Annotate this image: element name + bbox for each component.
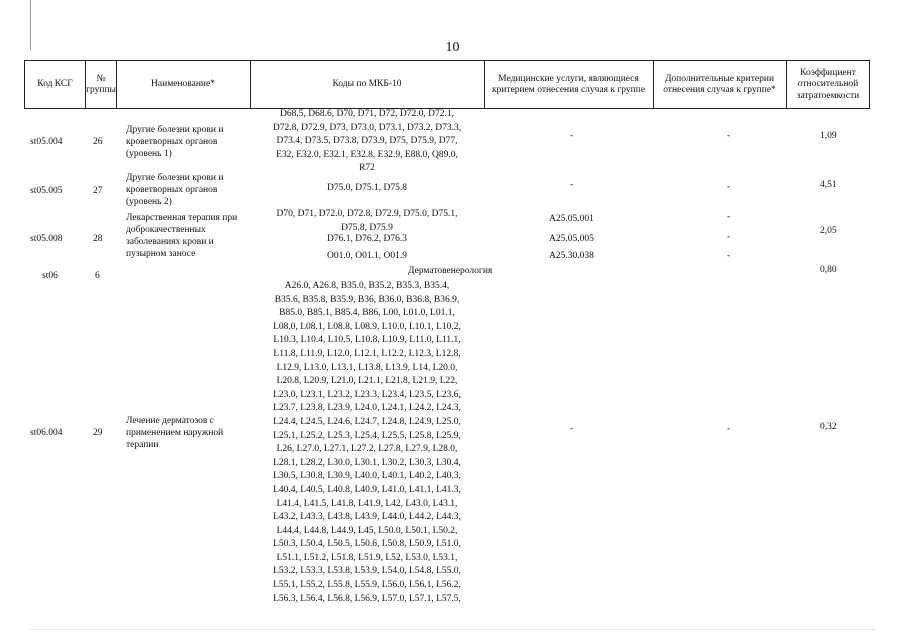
- mkb-code-line: L08.0, L08.1, L08.8, L08.9, L10.0, L10.1, L10.2,: [273, 321, 461, 332]
- header-divider: [869, 60, 870, 109]
- mkb-code-line: L41.4, L41.5, L41.8, L41.9, L42, L43.0, L43.1,: [276, 498, 458, 509]
- mkb-code-line: L30.5, L30.8, L30.9, L40.0, L40.1, L40.2, L40.3,: [273, 471, 461, 482]
- row-code: st06: [42, 271, 58, 281]
- extra-value: -: [727, 232, 731, 242]
- mkb-code-line: R72: [359, 163, 375, 174]
- header-divider: [484, 60, 485, 109]
- extra-value: -: [727, 182, 731, 192]
- row-group: 28: [93, 234, 103, 244]
- mkb-code-line: D75.8, D75.9: [341, 222, 393, 233]
- service-value: -: [570, 424, 574, 434]
- header-coef: Коэффициент относительной затратоемкости: [796, 67, 860, 101]
- mkb-codes-list: [252, 280, 482, 606]
- service-code: A25.05.005: [549, 234, 594, 244]
- header-divider: [250, 60, 251, 109]
- service-value: -: [570, 180, 574, 190]
- coef-value: 1,09: [820, 131, 837, 141]
- header-mkb: Коды по МКБ-10: [332, 79, 402, 90]
- mkb-code-line: L23.0, L23.1, L23.2, L23.3, L23.4, L23.5, L23.6,: [273, 389, 461, 400]
- mkb-code-line: E32, E32.0, E32.1, E32.8, E32.9, E88.0, Q89.0,: [276, 149, 458, 160]
- mkb-codes-list: [252, 108, 482, 176]
- mkb-code-line: L23.7, L23.8, L23.9, L24.0, L24.1, L24.2, L24.3,: [273, 403, 461, 414]
- coef-value: 4,51: [820, 180, 837, 190]
- mkb-code-line: D70, D71, D72.0, D72.8, D72.9, D75.0, D75.1,: [276, 209, 458, 219]
- mkb-code-line: L51.1, L51.2, L51.8, L51.9, L52, L53.0, L53.1,: [276, 552, 458, 563]
- table-top-border: [24, 60, 869, 61]
- row-name: Лекарственная терапия при доброкачественных заболеваниях крови и пузырном заносе: [126, 213, 238, 259]
- coef-value: 2,05: [820, 226, 837, 236]
- extra-value: -: [727, 131, 731, 141]
- row-group: 6: [95, 271, 100, 281]
- header-name: Наименование*: [151, 79, 215, 90]
- header-services: Медицинские услуги, являющиеся критерием отнесения случая к группе: [491, 73, 646, 95]
- mkb-code-line: L12.9, L13.0, L13.1, L13.8, L13.9, L14, L20.0,: [276, 362, 458, 373]
- mkb-code-line: L43.2, L43.3, L43.8, L43.9, L44.0, L44.2, L44.3,: [273, 512, 461, 523]
- row-group: 29: [93, 428, 103, 438]
- service-value: -: [570, 131, 574, 141]
- row-name: Лечение дерматозов с применением наружной терапии: [126, 416, 224, 450]
- header-divider: [24, 60, 25, 109]
- row-code: st06.004: [30, 428, 63, 438]
- mkb-codes-list: [252, 182, 482, 196]
- header-code: Код КСГ: [37, 79, 73, 90]
- service-code: A25.30.038: [549, 251, 594, 261]
- coef-value: 0,80: [820, 265, 837, 275]
- header-divider: [116, 60, 117, 109]
- mkb-code-line: B85.0, B85.1, B85.4, B86, L00, L01.0, L01.1,: [279, 308, 455, 319]
- header-extra: Дополнительные критерии отнесения случая к группе*: [663, 73, 776, 95]
- row-code: st05.005: [30, 186, 63, 196]
- header-divider: [653, 60, 654, 109]
- mkb-code-line: L24.4, L24.5, L24.6, L24.7, L24.8, L24.9, L25.0,: [273, 416, 461, 427]
- mkb-code-line: D68.5, D68.6, D70, D71, D72, D72.0, D72.1,: [280, 109, 454, 119]
- mkb-code-line: L53.2, L53.3, L53.8, L53.9, L54.0, L54.8, L55.0,: [273, 566, 461, 577]
- mkb-code-line: L28.1, L28.2, L30.0, L30.1, L30.2, L30.3, L30.4,: [273, 457, 461, 468]
- row-code: st05.004: [30, 137, 63, 147]
- mkb-code-line: L44.4, L44.8, L44.9, L45, L50.0, L50.1, L50.2,: [276, 525, 458, 536]
- mkb-code-line: D75.0, D75.1, D75.8: [327, 183, 407, 193]
- mkb-code-line: L10.3, L10.4, L10.5, L10.8, L10.9, L11.0, L11.1,: [273, 335, 461, 346]
- mkb-code-line: D73.4, D73.5, D73.8, D73.9, D75, D75.9, D77,: [276, 136, 458, 147]
- mkb-code-line: L20.8, L20.9, L21.0, L21.1, L21.8, L21.9, L22,: [276, 376, 458, 387]
- mkb-code-line: A26.0, A26.8, B35.0, B35.2, B35.3, B35.4,: [284, 281, 450, 291]
- section-title: Дерматовенерология: [408, 266, 493, 276]
- mkb-code-line: L40.4, L40.5, L40.8, L40.9, L41.0, L41.1, L41.3,: [273, 484, 461, 495]
- mkb-code-line: L11.8, L11.9, L12.0, L12.1, L12.2, L12.3, L12.8,: [273, 348, 461, 359]
- row-group: 26: [93, 137, 103, 147]
- mkb-code-line: D72.8, D72.9, D73, D73.0, D73.1, D73.2, D73.3,: [272, 122, 462, 133]
- mkb-code-line: B35.6, B35.8, B35.9, B36, B36.0, B36.8, B36.9,: [274, 294, 460, 305]
- header-divider: [786, 60, 787, 109]
- service-code: A25.05.001: [549, 214, 594, 224]
- mkb-codes-list: [252, 208, 482, 235]
- extra-value: -: [727, 251, 731, 261]
- row-name: Другие болезни крови и кроветворных органов (уровень 1): [126, 125, 224, 159]
- extra-value: -: [727, 212, 731, 222]
- coef-value: 0,32: [820, 422, 837, 432]
- extra-value: -: [727, 424, 731, 434]
- header-group: № группы: [86, 73, 116, 95]
- mkb-code-line: L56.3, L56.4, L56.8, L56.9, L57.0, L57.1, L57.5,: [273, 593, 461, 604]
- scan-artifact-line: [30, 629, 875, 630]
- mkb-code-line: O01.0, O01.1, O01.9: [327, 251, 407, 261]
- mkb-code-line: L26, L27.0, L27.1, L27.2, L27.8, L27.9, L28.0,: [276, 444, 458, 455]
- mkb-code-line: D76.1, D76.2, D76.3: [327, 234, 407, 244]
- mkb-code-line: L50.3, L50.4, L50.5, L50.6, L50.8, L50.9, L51.0,: [273, 539, 461, 550]
- page-number: 10: [445, 40, 460, 55]
- row-code: st05.008: [30, 234, 63, 244]
- mkb-code-line: L25.1, L25.2, L25.3, L25.4, L25.5, L25.8, L25.9,: [273, 430, 461, 441]
- row-group: 27: [93, 186, 103, 196]
- row-name: Другие болезни крови и кроветворных органов (уровень 2): [126, 173, 224, 207]
- mkb-code-line: L55.1, L55.2, L55.8, L55.9, L56.0, L56.1, L56.2,: [273, 580, 461, 591]
